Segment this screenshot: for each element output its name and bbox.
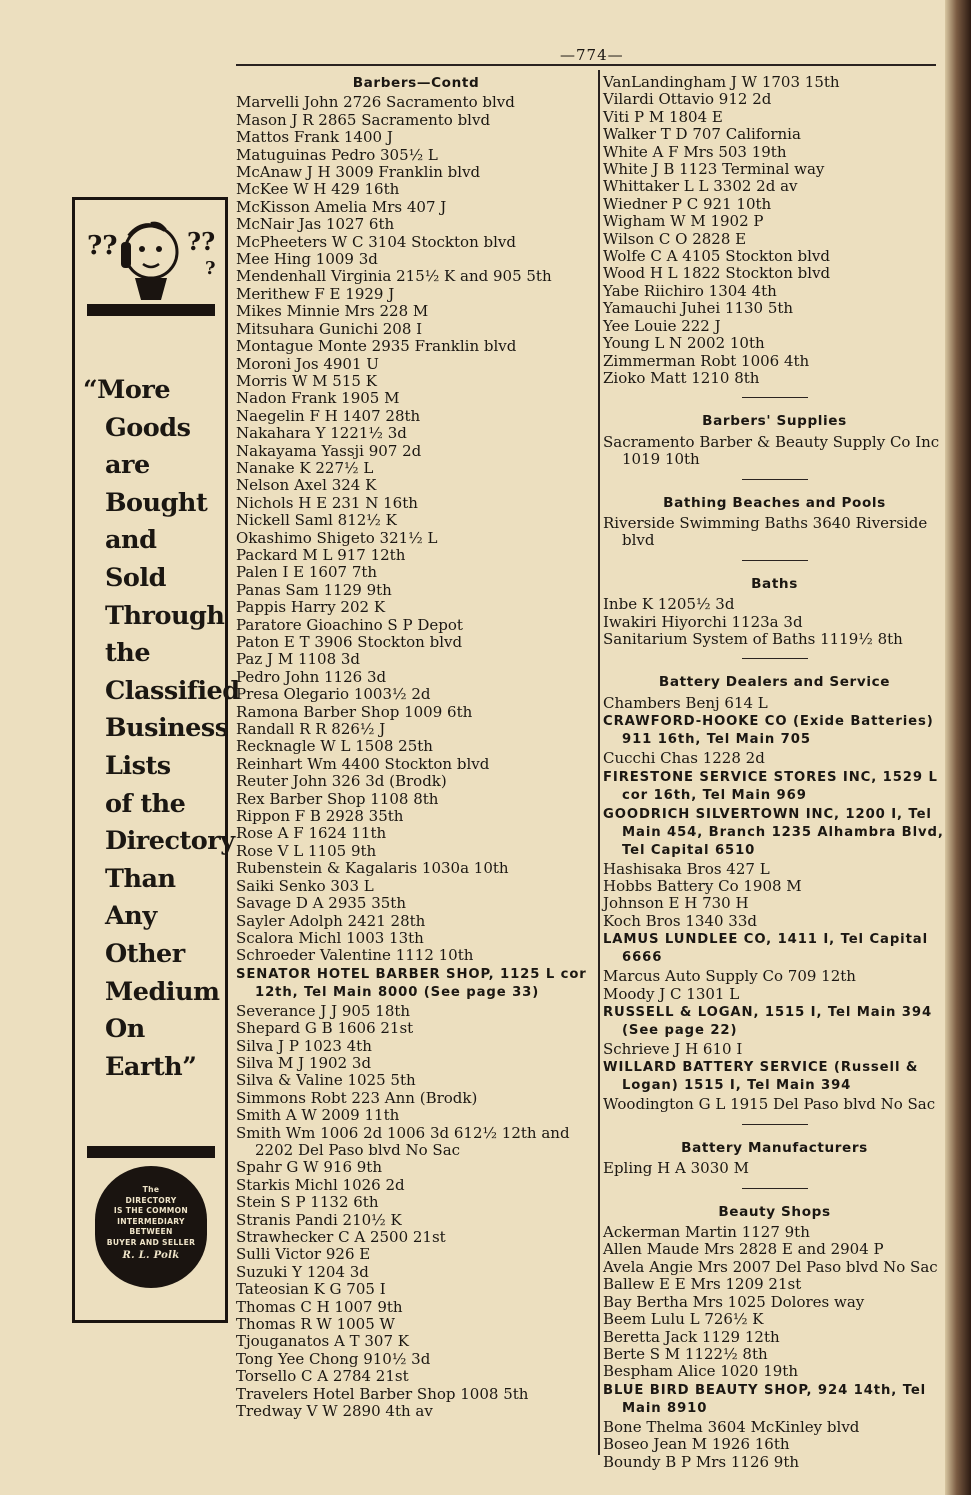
listing-entry: Riverside Swimming Baths 3640 Riverside blvd xyxy=(603,513,928,550)
listing-entry: Koch Bros 1340 33d xyxy=(603,911,757,930)
svg-text:??: ?? xyxy=(187,227,216,256)
listing-entry: Mikes Minnie Mrs 228 M xyxy=(236,302,429,321)
column-divider xyxy=(598,70,600,1455)
listing-entry: Moroni Jos 4901 U xyxy=(236,354,379,373)
section-heading-battery-dealers-and-service: Battery Dealers and Service xyxy=(658,674,891,691)
listing-entry-bold: CRAWFORD-HOOKE CO (Exide Batteries) 911 16th, Tel Main 705 xyxy=(603,714,934,748)
listing-entry-bold: WILLARD BATTERY SERVICE (Russell & Logan) 1515 I, Tel Main 394 xyxy=(603,1060,919,1094)
section-heading-beauty-shops: Beauty Shops xyxy=(718,1203,831,1220)
ad-slogan-line: are xyxy=(105,450,150,481)
section-heading-baths: Baths xyxy=(751,575,798,592)
listing-entry: Iwakiri Hiyorchi 1123a 3d xyxy=(603,612,803,631)
listing-entry: Young L N 2002 10th xyxy=(603,334,765,353)
listing-entry: Morris W M 515 K xyxy=(236,371,377,390)
ad-slogan-line: Any xyxy=(105,901,157,932)
listing-entry: Thomas C H 1007 9th xyxy=(236,1297,403,1316)
badge-line: BETWEEN xyxy=(129,1227,173,1237)
listing-entry: Mendenhall Virginia 215½ K and 905 5th xyxy=(236,267,552,286)
listing-entry: Palen I E 1607 7th xyxy=(236,563,378,582)
listing-entry: Moody J C 1301 L xyxy=(603,984,740,1003)
listing-entry: Allen Maude Mrs 2828 E and 2904 P xyxy=(603,1240,884,1259)
listing-entry: Randall R R 826½ J xyxy=(236,720,386,739)
ad-slogan-line: Earth” xyxy=(105,1051,197,1082)
listing-entry: VanLandingham J W 1703 15th xyxy=(603,73,840,91)
listing-entry: Matuguinas Pedro 305½ L xyxy=(236,145,438,164)
listing-entry: McKisson Amelia Mrs 407 J xyxy=(236,197,447,216)
listing-entry: Smith A W 2009 11th xyxy=(236,1106,400,1125)
listing-entry: Tjouganatos A T 307 K xyxy=(236,1332,409,1351)
listing-entry: McAnaw J H 3009 Franklin blvd xyxy=(236,163,481,182)
advertisement-box xyxy=(72,197,240,1323)
listing-entry: Ackerman Martin 1127 9th xyxy=(603,1223,810,1242)
ad-slogan-line: Business xyxy=(105,713,229,744)
listing-entry: Chambers Benj 614 L xyxy=(603,693,768,712)
listing-entry: Severance J J 905 18th xyxy=(236,1001,411,1020)
listing-entry-bold: SENATOR HOTEL BARBER SHOP, 1125 L cor 12th, Tel Main 8000 (See page 33) xyxy=(236,966,587,1000)
listing-entry: McNair Jas 1027 6th xyxy=(236,215,395,234)
listing-entry: Shepard G B 1606 21st xyxy=(236,1019,414,1038)
ad-slogan xyxy=(83,372,240,1086)
ad-slogan-line: Directory xyxy=(105,826,235,857)
section-separator xyxy=(742,1188,808,1189)
listing-entry: Paratore Gioachino S P Depot xyxy=(236,615,463,634)
listing-entry: Zioko Matt 1210 8th xyxy=(603,368,760,387)
listing-entry: Nichols H E 231 N 16th xyxy=(236,493,418,512)
section-separator xyxy=(742,397,808,398)
listing-entry: McPheeters W C 3104 Stockton blvd xyxy=(236,232,516,251)
badge-line: IS THE COMMON xyxy=(113,1206,189,1216)
listing-entry: Stein S P 1132 6th xyxy=(236,1193,379,1212)
listing-entry: Berte S M 1122½ 8th xyxy=(603,1344,768,1363)
listing-entry: McKee W H 429 16th xyxy=(236,180,400,199)
listing-entry: Silva J P 1023 4th xyxy=(236,1036,372,1055)
listing-entry: Packard M L 917 12th xyxy=(236,545,406,564)
listing-entry: Hobbs Battery Co 1908 M xyxy=(603,877,802,895)
ad-slogan-line: Goods xyxy=(105,412,191,443)
listing-entry: Inbe K 1205½ 3d xyxy=(603,595,735,614)
listing-entry: Rex Barber Shop 1108 8th xyxy=(236,789,439,808)
ad-slogan-line: of the xyxy=(105,788,186,819)
section-heading-barbers-contd: Barbers—Contd xyxy=(352,75,480,91)
listing-entry-bold: BLUE BIRD BEAUTY SHOP, 924 14th, Tel Main 8910 xyxy=(603,1382,927,1416)
listing-entry: Savage D A 2935 35th xyxy=(236,894,406,913)
ad-slogan-line: Classified xyxy=(105,675,240,706)
badge-line: DIRECTORY xyxy=(125,1195,177,1205)
page-number: —774— xyxy=(560,46,624,64)
listing-entry: Mattos Frank 1400 J xyxy=(236,128,393,147)
ad-slogan-line: Medium xyxy=(105,976,220,1007)
listing-entry: Sayler Adolph 2421 28th xyxy=(236,911,426,930)
listing-entry: Tong Yee Chong 910½ 3d xyxy=(236,1349,431,1368)
page-edge-shadow xyxy=(945,0,971,1495)
listing-entry: Ballew E E Mrs 1209 21st xyxy=(603,1275,802,1294)
listing-entry: Nanake K 227½ L xyxy=(236,458,374,477)
puzzled-boy-telephone-icon xyxy=(85,212,219,302)
listing-entry: Strawhecker C A 2500 21st xyxy=(236,1228,446,1246)
listing-entry: Smith Wm 1006 2d 1006 3d 612½ 12th and 2202 Del Paso blvd No Sac xyxy=(236,1123,570,1159)
listing-entry: Viti P M 1804 E xyxy=(603,107,723,126)
listing-entry: Boundy B P Mrs 1126 9th xyxy=(603,1452,800,1471)
listing-entry: Rippon F B 2928 35th xyxy=(236,807,404,826)
listing-entry: Presa Olegario 1003½ 2d xyxy=(236,685,431,704)
listing-entry: White A F Mrs 503 19th xyxy=(603,142,787,161)
badge-line: INTERMEDIARY xyxy=(117,1216,185,1226)
section-separator xyxy=(742,560,808,561)
listing-entry: Suzuki Y 1204 3d xyxy=(236,1262,369,1281)
listing-entry: Marvelli John 2726 Sacramento blvd xyxy=(236,93,515,112)
listing-entry: Mee Hing 1009 3d xyxy=(236,250,378,269)
section-separator xyxy=(742,479,808,480)
listing-entry: Johnson E H 730 H xyxy=(603,894,749,913)
ad-slogan-line: Other xyxy=(105,938,185,969)
section-heading-bathing-beaches-and-pools: Bathing Beaches and Pools xyxy=(663,494,886,511)
listing-entry: Naegelin F H 1407 28th xyxy=(236,406,421,425)
listing-entry: Rose V L 1105 9th xyxy=(236,841,377,860)
listing-entry: Wiedner P C 921 10th xyxy=(603,194,772,213)
svg-text:??: ?? xyxy=(87,231,118,261)
listing-entry: Wolfe C A 4105 Stockton blvd xyxy=(603,247,830,266)
listing-entry: Tredway V W 2890 4th av xyxy=(236,1402,433,1421)
listing-entry: Ramona Barber Shop 1009 6th xyxy=(236,702,473,721)
svg-text:?: ? xyxy=(205,258,216,279)
ad-band-bottom xyxy=(87,1146,215,1158)
listing-entry: Paton E T 3906 Stockton blvd xyxy=(236,633,463,651)
listing-entry: Whittaker L L 3302 2d av xyxy=(603,177,798,196)
listing-entry: Torsello C A 2784 21st xyxy=(236,1367,409,1386)
section-heading-battery-manufacturers: Battery Manufacturers xyxy=(681,1139,868,1156)
listing-entry: Sulli Victor 926 E xyxy=(236,1245,371,1264)
listing-entry: Hashisaka Bros 427 L xyxy=(603,859,770,878)
section-separator xyxy=(742,658,808,659)
ad-band-top xyxy=(87,304,215,316)
listing-entry: Panas Sam 1129 9th xyxy=(236,580,392,599)
ad-slogan-line: “More xyxy=(83,375,171,405)
listing-entry: Yee Louie 222 J xyxy=(603,316,721,335)
listing-entry: Marcus Auto Supply Co 709 12th xyxy=(603,967,856,986)
left-column xyxy=(236,74,596,1420)
listing-entry: Silva & Valine 1025 5th xyxy=(236,1071,416,1090)
listing-entry: Yamauchi Juhei 1130 5th xyxy=(603,299,794,318)
listing-entry: Starkis Michl 1026 2d xyxy=(236,1175,405,1194)
listing-entry: Nadon Frank 1905 M xyxy=(236,389,400,408)
directory-badge xyxy=(95,1166,207,1288)
listing-entry: Walker T D 707 California xyxy=(603,125,801,144)
listing-entry: Cucchi Chas 1228 2d xyxy=(603,749,765,768)
listing-entry: Wilson C O 2828 E xyxy=(603,229,747,248)
badge-line: BUYER AND SELLER xyxy=(106,1237,196,1247)
listing-entry: Montague Monte 2935 Franklin blvd xyxy=(236,337,517,356)
listing-entry: Paz J M 1108 3d xyxy=(236,650,361,669)
listing-entry-bold: FIRESTONE SERVICE STORES INC, 1529 L cor 16th, Tel Main 969 xyxy=(603,769,938,803)
ad-slogan-line: and xyxy=(105,525,157,556)
listing-entry: Nakahara Y 1221½ 3d xyxy=(236,424,407,443)
listing-entry: Stranis Pandi 210½ K xyxy=(236,1210,402,1229)
listing-entry: Nakayama Yassji 907 2d xyxy=(236,441,422,460)
ad-slogan-line: the xyxy=(105,638,151,669)
ad-slogan-line: On xyxy=(105,1014,145,1045)
listing-entry: Epling H A 3030 M xyxy=(603,1159,749,1178)
listing-entry: Bespham Alice 1020 19th xyxy=(603,1362,798,1381)
section-separator xyxy=(742,1124,808,1125)
listing-entry: White J B 1123 Terminal way xyxy=(603,160,825,179)
listing-entry: Simmons Robt 223 Ann (Brodk) xyxy=(236,1088,478,1107)
listing-entry: Saiki Senko 303 L xyxy=(236,876,374,895)
listing-entry: Reuter John 326 3d (Brodk) xyxy=(236,772,447,791)
listing-entry: Mitsuhara Gunichi 208 I xyxy=(236,319,423,338)
listing-entry-bold: GOODRICH SILVERTOWN INC, 1200 I, Tel Main 454, Branch 1235 Alhambra Blvd, Tel Capital 6510 xyxy=(603,806,944,858)
listing-entry: Scalora Michl 1003 13th xyxy=(236,928,424,947)
listing-entry: Zimmerman Robt 1006 4th xyxy=(603,351,810,370)
listing-entry: Merithew F E 1929 J xyxy=(236,284,395,303)
listing-entry: Sacramento Barber & Beauty Supply Co Inc 1019 10th xyxy=(603,432,940,469)
listing-entry: Sanitarium System of Baths 1119½ 8th xyxy=(603,629,903,648)
listing-entry: Nelson Axel 324 K xyxy=(236,476,377,495)
ad-slogan-line: Lists xyxy=(105,750,171,781)
listing-entry: Rubenstein & Kagalaris 1030a 10th xyxy=(236,859,509,878)
right-column xyxy=(603,74,946,1471)
listing-entry: Reinhart Wm 4400 Stockton blvd xyxy=(236,754,490,773)
listing-entry: Travelers Hotel Barber Shop 1008 5th xyxy=(236,1384,529,1403)
listing-entry: Okashimo Shigeto 321½ L xyxy=(236,528,438,547)
listing-entry: Yabe Riichiro 1304 4th xyxy=(603,281,777,300)
listing-entry: Mason J R 2865 Sacramento blvd xyxy=(236,110,491,129)
listing-entry: Avela Angie Mrs 2007 Del Paso blvd No Sac xyxy=(603,1257,938,1276)
header-rule xyxy=(236,64,936,66)
listing-entry: Schrieve J H 610 I xyxy=(603,1040,743,1059)
badge-line: The xyxy=(142,1185,160,1194)
listing-entry: Nickell Saml 812½ K xyxy=(236,511,397,530)
ad-slogan-line: Bought xyxy=(105,487,208,518)
listing-entry: Boseo Jean M 1926 16th xyxy=(603,1435,790,1454)
ad-slogan-line: Sold xyxy=(105,562,166,593)
listing-entry: Schroeder Valentine 1112 10th xyxy=(236,946,474,965)
listing-entry: Bone Thelma 3604 McKinley blvd xyxy=(603,1417,860,1436)
listing-entry: Wigham W M 1902 P xyxy=(603,212,764,231)
listing-entry: Pappis Harry 202 K xyxy=(236,598,386,617)
listing-entry: Thomas R W 1005 W xyxy=(236,1315,395,1334)
listing-entry: Tateosian K G 705 I xyxy=(236,1280,386,1299)
listing-entry: Rose A F 1624 11th xyxy=(236,824,387,843)
publisher-signature: R. L. Polk xyxy=(122,1249,180,1261)
ad-slogan-line: Through xyxy=(105,600,225,631)
listing-entry: Beretta Jack 1129 12th xyxy=(603,1327,780,1346)
listing-entry: Vilardi Ottavio 912 2d xyxy=(603,90,772,109)
listing-entry: Silva M J 1902 3d xyxy=(236,1053,372,1072)
listing-entry: Bay Bertha Mrs 1025 Dolores way xyxy=(603,1292,865,1311)
listing-entry: Woodington G L 1915 Del Paso blvd No Sac xyxy=(603,1095,936,1114)
ad-slogan-line: Than xyxy=(105,863,176,894)
listing-entry: Wood H L 1822 Stockton blvd xyxy=(603,264,831,283)
listing-entry: Spahr G W 916 9th xyxy=(236,1158,382,1177)
listing-entry: Recknagle W L 1508 25th xyxy=(236,737,433,756)
listing-entry: Beem Lulu L 726½ K xyxy=(603,1310,764,1329)
listing-entry-bold: LAMUS LUNDLEE CO, 1411 I, Tel Capital 6666 xyxy=(603,932,929,966)
listing-entry: Pedro John 1126 3d xyxy=(236,667,387,686)
listing-entry-bold: RUSSELL & LOGAN, 1515 I, Tel Main 394 (See page 22) xyxy=(603,1005,933,1039)
section-heading-barbers-supplies: Barbers' Supplies xyxy=(702,413,847,430)
